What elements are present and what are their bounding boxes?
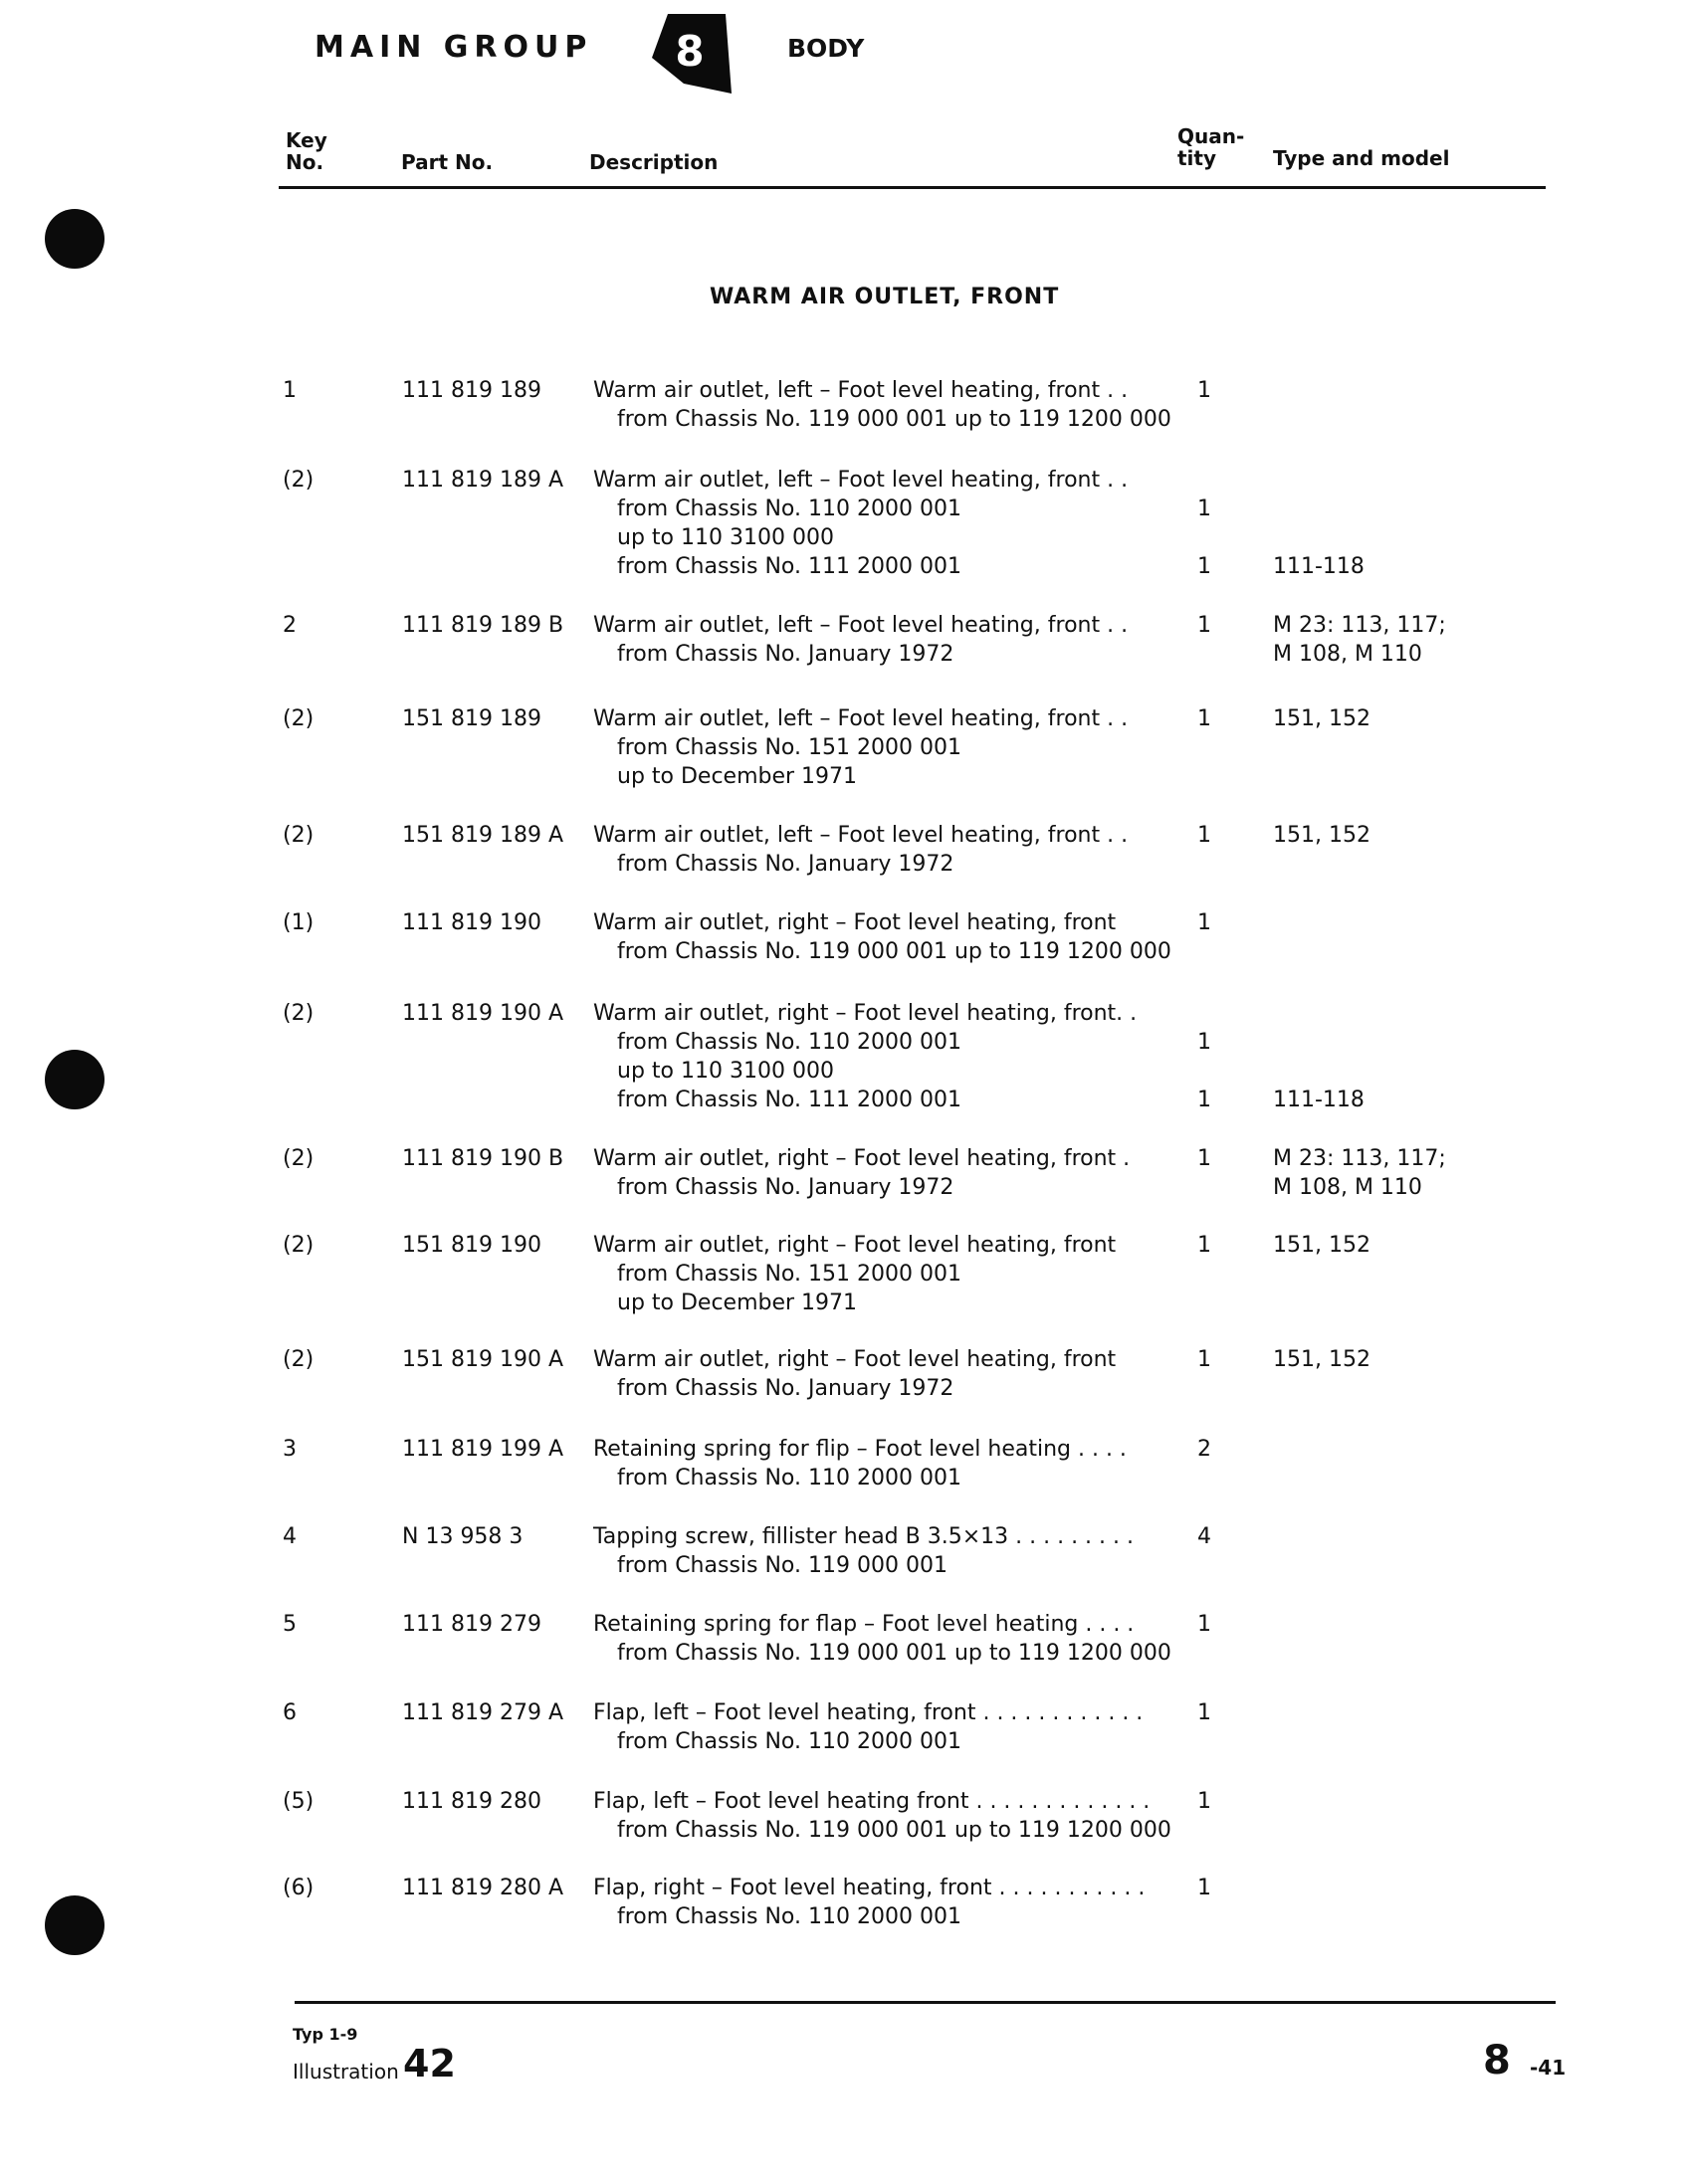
footer-rule xyxy=(295,2001,1556,2004)
part-number: 111 819 190 B xyxy=(402,1146,564,1171)
description-detail: from Chassis No. 119 000 001 up to 119 1200 000 xyxy=(617,939,1171,964)
type-model xyxy=(1273,1231,1371,1260)
type-model-value: 151, 152 xyxy=(1273,823,1371,848)
description-main: Warm air outlet, right – Foot level heating, front xyxy=(593,1233,1117,1258)
description-detail: from Chassis No. 110 2000 001 xyxy=(617,1904,961,1929)
part-number: 111 819 199 A xyxy=(402,1437,564,1462)
quantity-value xyxy=(1197,999,1211,1028)
quantity-value: 1 xyxy=(1197,1347,1211,1372)
quantity-value: 4 xyxy=(1197,1524,1211,1549)
quantity xyxy=(1197,1610,1211,1639)
key-number: 5 xyxy=(283,1612,297,1637)
description-main: Flap, left – Foot level heating front . . . . . . . . . . . . . xyxy=(593,1789,1151,1814)
quantity-value: 1 xyxy=(1197,1612,1211,1637)
col-quantity xyxy=(1177,125,1244,169)
key-number: 3 xyxy=(283,1437,297,1462)
quantity-value: 1 xyxy=(1197,1789,1211,1814)
page-number-main: 8 xyxy=(1483,2038,1511,2084)
type-model-value: M 23: 113, 117; xyxy=(1273,613,1446,638)
description-main: Warm air outlet, left – Foot level heating, front . . xyxy=(593,613,1129,638)
description-detail: from Chassis No. 110 2000 001 xyxy=(617,1466,961,1490)
quantity xyxy=(1197,1144,1211,1173)
key-number: (2) xyxy=(283,706,315,731)
col-key-line1: Key xyxy=(286,128,327,152)
type-model xyxy=(1273,1144,1446,1202)
key-number: (2) xyxy=(283,468,315,493)
part-number: 111 819 189 xyxy=(402,378,541,403)
quantity-value: 1 xyxy=(1197,706,1211,731)
type-model-value: 111-118 xyxy=(1273,1088,1365,1112)
description-detail: up to 110 3100 000 xyxy=(617,1059,834,1084)
description-main: Retaining spring for flap – Foot level heating . . . . xyxy=(593,1612,1135,1637)
quantity xyxy=(1197,1231,1211,1260)
quantity xyxy=(1197,376,1211,405)
col-description: Description xyxy=(589,150,719,174)
quantity-value: 1 xyxy=(1197,1088,1211,1112)
type-model xyxy=(1273,821,1371,850)
quantity-value: 1 xyxy=(1197,1030,1211,1055)
col-type-model: Type and model xyxy=(1273,146,1450,170)
type-model-value xyxy=(1273,1057,1365,1086)
key-number: (5) xyxy=(283,1789,315,1814)
group-number-badge xyxy=(648,10,732,94)
punch-hole xyxy=(45,1050,105,1109)
key-number: (2) xyxy=(283,1146,315,1171)
main-group-title: MAIN GROUP xyxy=(315,30,593,65)
type-model-value: 151, 152 xyxy=(1273,1233,1371,1258)
description-main: Tapping screw, fillister head B 3.5×13 . . . . . . . . . xyxy=(593,1524,1135,1549)
description xyxy=(593,1345,1170,1403)
type-note: Typ 1-9 xyxy=(293,2025,358,2044)
key-number: (2) xyxy=(283,823,315,848)
part-number: 151 819 190 xyxy=(402,1233,541,1258)
quantity-value xyxy=(1197,523,1211,552)
quantity-value: 1 xyxy=(1197,823,1211,848)
description-main: Warm air outlet, right – Foot level heating, front xyxy=(593,910,1117,935)
description-main: Warm air outlet, left – Foot level heating, front . . xyxy=(593,468,1129,493)
punch-hole xyxy=(45,1895,105,1955)
key-number: (1) xyxy=(283,910,315,935)
quantity-value xyxy=(1197,1057,1211,1086)
quantity-value: 1 xyxy=(1197,1876,1211,1900)
description xyxy=(593,908,1170,966)
description xyxy=(593,376,1170,434)
part-number: N 13 958 3 xyxy=(402,1524,524,1549)
quantity-value: 1 xyxy=(1197,1146,1211,1171)
quantity xyxy=(1197,466,1211,581)
key-number: (6) xyxy=(283,1876,315,1900)
description xyxy=(593,466,1170,581)
type-model-value xyxy=(1273,999,1365,1028)
type-model xyxy=(1273,466,1365,581)
description-detail: from Chassis No. January 1972 xyxy=(617,1376,954,1401)
part-number: 111 819 280 A xyxy=(402,1876,564,1900)
header-rule xyxy=(279,186,1546,189)
key-number: (2) xyxy=(283,1001,315,1026)
description-main: Flap, right – Foot level heating, front . . . . . . . . . . . xyxy=(593,1876,1146,1900)
description-detail: up to December 1971 xyxy=(617,1291,858,1315)
type-model-value: M 23: 113, 117; xyxy=(1273,1146,1446,1171)
quantity-value: 1 xyxy=(1197,613,1211,638)
description xyxy=(593,704,1170,791)
quantity xyxy=(1197,821,1211,850)
key-number: 4 xyxy=(283,1524,297,1549)
col-part-no: Part No. xyxy=(401,150,494,174)
type-model-value xyxy=(1273,495,1365,523)
key-number: (2) xyxy=(283,1347,315,1372)
col-key-no xyxy=(286,129,327,173)
quantity-value: 2 xyxy=(1197,1437,1211,1462)
col-quantity-line1: Quan- xyxy=(1177,124,1245,148)
type-model-value: 111-118 xyxy=(1273,554,1365,579)
key-number: 6 xyxy=(283,1700,297,1725)
part-number: 111 819 190 A xyxy=(402,1001,564,1026)
part-number: 151 819 190 A xyxy=(402,1347,564,1372)
description-detail: from Chassis No. 111 2000 001 xyxy=(617,554,961,579)
type-model-value: 151, 152 xyxy=(1273,706,1371,731)
quantity-value: 1 xyxy=(1197,554,1211,579)
illustration-label: Illustration xyxy=(293,2060,399,2084)
part-number: 111 819 190 xyxy=(402,910,541,935)
page-number-sub: -41 xyxy=(1530,2056,1567,2080)
quantity xyxy=(1197,611,1211,640)
description xyxy=(593,821,1170,879)
description-detail: from Chassis No. 111 2000 001 xyxy=(617,1088,961,1112)
group-number: 8 xyxy=(675,27,705,76)
description-main: Flap, left – Foot level heating, front . . . . . . . . . . . . xyxy=(593,1700,1144,1725)
description-detail: from Chassis No. 119 000 001 up to 119 1200 000 xyxy=(617,1818,1171,1843)
type-model-value: M 108, M 110 xyxy=(1273,642,1422,667)
description-detail: up to December 1971 xyxy=(617,764,858,789)
type-model-value xyxy=(1273,1028,1365,1057)
illustration-number: 42 xyxy=(403,2042,456,2085)
description-detail: up to 110 3100 000 xyxy=(617,525,834,550)
description-detail: from Chassis No. 110 2000 001 xyxy=(617,1030,961,1055)
description-detail: from Chassis No. 151 2000 001 xyxy=(617,735,961,760)
description-detail: from Chassis No. January 1972 xyxy=(617,642,954,667)
quantity-value: 1 xyxy=(1197,1233,1211,1258)
type-model-value xyxy=(1273,466,1365,495)
description-detail: from Chassis No. 119 000 001 xyxy=(617,1553,948,1578)
quantity-value: 1 xyxy=(1197,378,1211,403)
part-number: 111 819 280 xyxy=(402,1789,541,1814)
description xyxy=(593,1522,1170,1580)
part-number: 111 819 279 A xyxy=(402,1700,564,1725)
key-number: 1 xyxy=(283,378,297,403)
description-main: Warm air outlet, right – Foot level heating, front . xyxy=(593,1146,1131,1171)
quantity xyxy=(1197,1345,1211,1374)
part-number: 151 819 189 xyxy=(402,706,541,731)
description-detail: from Chassis No. 151 2000 001 xyxy=(617,1262,961,1287)
quantity xyxy=(1197,1435,1211,1464)
type-model xyxy=(1273,1345,1371,1374)
type-model-value: 151, 152 xyxy=(1273,1347,1371,1372)
quantity xyxy=(1197,1522,1211,1551)
quantity-value: 1 xyxy=(1197,496,1211,521)
description-detail: from Chassis No. 110 2000 001 xyxy=(617,496,961,521)
description xyxy=(593,611,1170,669)
description xyxy=(593,1231,1170,1317)
description-main: Warm air outlet, left – Foot level heating, front . . xyxy=(593,823,1129,848)
description-main: Warm air outlet, right – Foot level heating, front. . xyxy=(593,1001,1138,1026)
quantity-value: 1 xyxy=(1197,910,1211,935)
description-detail: from Chassis No. 119 000 001 up to 119 1200 000 xyxy=(617,1641,1171,1666)
description xyxy=(593,1874,1170,1931)
section-subtitle: WARM AIR OUTLET, FRONT xyxy=(710,285,1060,309)
description xyxy=(593,1144,1170,1202)
description xyxy=(593,1698,1170,1756)
quantity xyxy=(1197,1698,1211,1727)
quantity xyxy=(1197,999,1211,1114)
type-model-value xyxy=(1273,523,1365,552)
part-number: 151 819 189 A xyxy=(402,823,564,848)
punch-hole xyxy=(45,209,105,269)
description-main: Retaining spring for flip – Foot level heating . . . . xyxy=(593,1437,1127,1462)
section-title: BODY xyxy=(787,34,865,63)
description-main: Warm air outlet, left – Foot level heating, front . . xyxy=(593,706,1129,731)
part-number: 111 819 279 xyxy=(402,1612,541,1637)
part-number: 111 819 189 B xyxy=(402,613,564,638)
part-number: 111 819 189 A xyxy=(402,468,564,493)
key-number: (2) xyxy=(283,1233,315,1258)
description-detail: from Chassis No. January 1972 xyxy=(617,852,954,877)
quantity-value xyxy=(1197,466,1211,495)
col-key-line2: No. xyxy=(286,150,324,174)
description xyxy=(593,1787,1170,1845)
key-number: 2 xyxy=(283,613,297,638)
type-model xyxy=(1273,999,1365,1114)
col-quantity-line2: tity xyxy=(1177,146,1217,170)
quantity-value: 1 xyxy=(1197,1700,1211,1725)
description xyxy=(593,999,1170,1114)
description-detail: from Chassis No. 119 000 001 up to 119 1200 000 xyxy=(617,407,1171,432)
description-detail: from Chassis No. January 1972 xyxy=(617,1175,954,1200)
description xyxy=(593,1435,1170,1492)
quantity xyxy=(1197,704,1211,733)
type-model xyxy=(1273,611,1446,669)
quantity xyxy=(1197,1787,1211,1816)
quantity xyxy=(1197,1874,1211,1902)
description xyxy=(593,1610,1170,1668)
description-main: Warm air outlet, right – Foot level heating, front xyxy=(593,1347,1117,1372)
description-main: Warm air outlet, left – Foot level heating, front . . xyxy=(593,378,1129,403)
type-model-value: M 108, M 110 xyxy=(1273,1175,1422,1200)
quantity xyxy=(1197,908,1211,937)
type-model xyxy=(1273,704,1371,733)
description-detail: from Chassis No. 110 2000 001 xyxy=(617,1729,961,1754)
